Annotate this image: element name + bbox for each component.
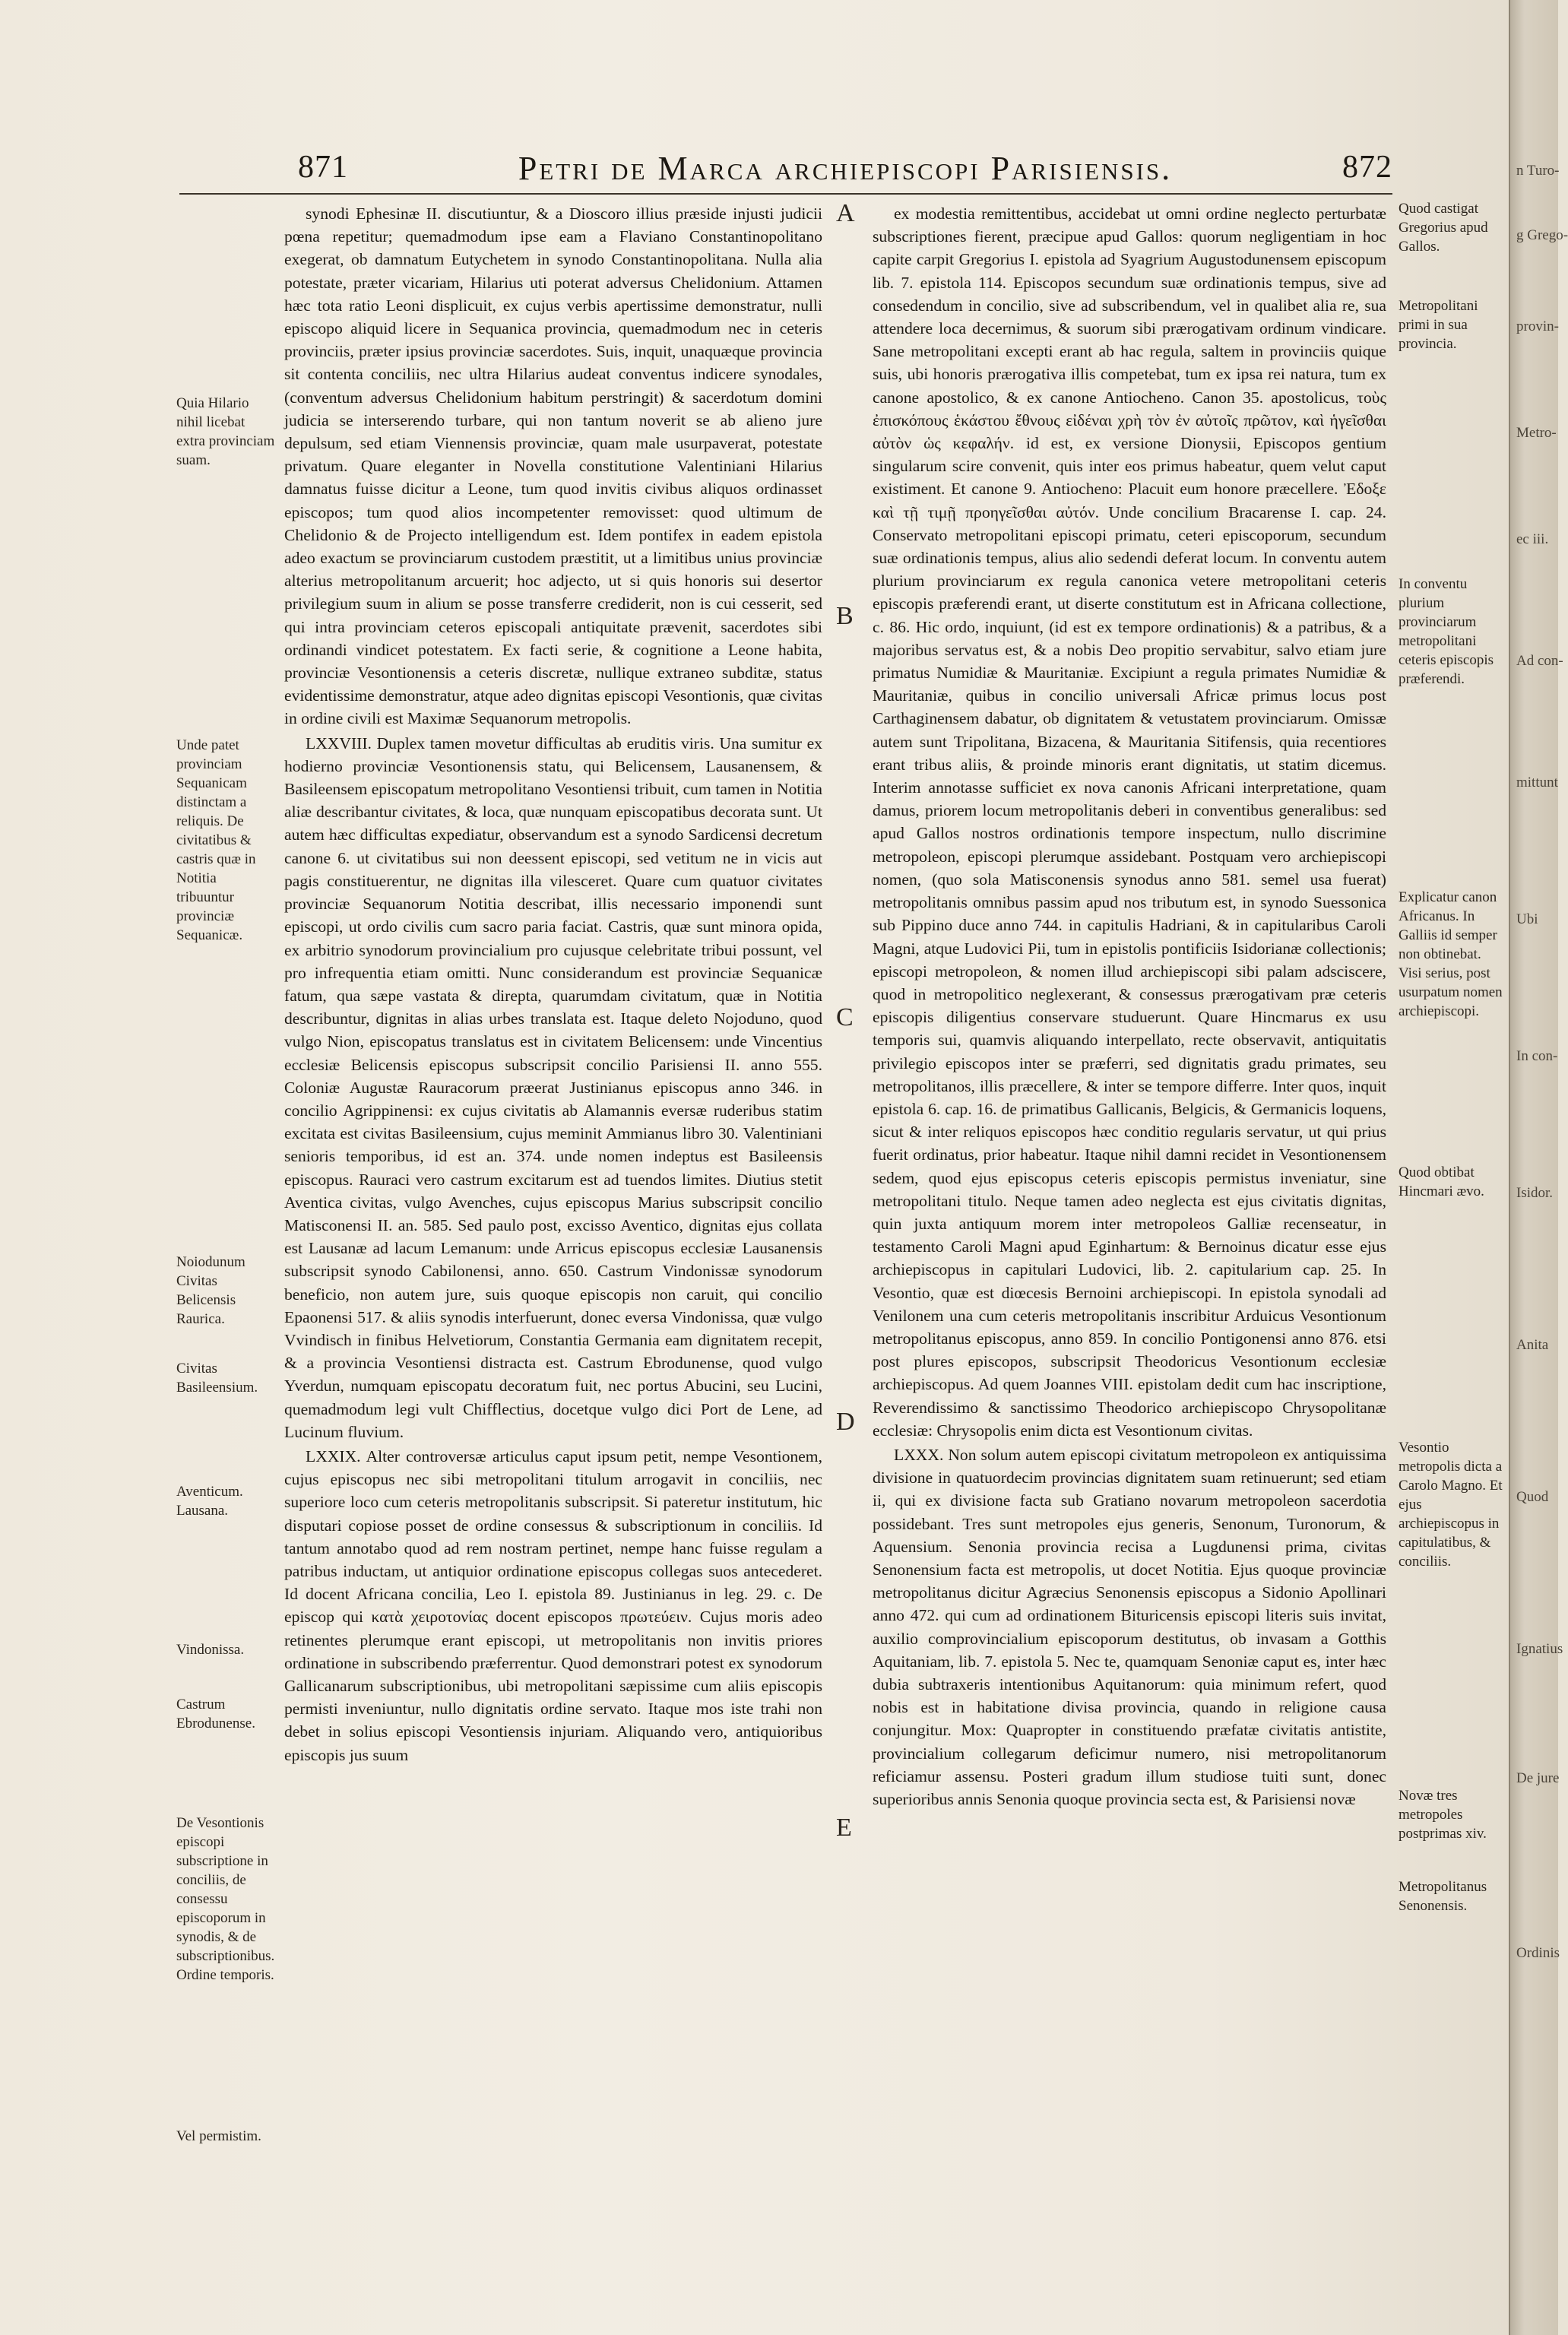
margin-note: Metropolitanus Senonensis. [1399,1879,1487,1914]
running-title: Petri de Marca archiepiscopi Parisiensis. [518,150,1173,187]
margin-note: Vindonissa. [176,1642,245,1658]
margin-note: Quia Hilario nihil licebat extra provinciam suam. [176,395,275,468]
paragraph: LXXIX. Alter controversæ articulus caput ipsum petit, nempe Vesontionem, cujus episcopus nec sibi metropolitani titulum arrogavit in conciliis, nec superiore loco cum ceteris metropolitanis subscripsit. Si pateretur institutum, hic disputari copiose posset de ordine consessus & subscriptionum in conciliis. Id tantum annotabo quod ad rem nostram pertinet, nempe hanc fuisse regulam a patribus inductam, ut antiquior ordinatione episcopus collegas suos antecederet. Id docent Africana concilia, Leo I. epistola 89. Justinianus in leg. 29. c. De episcop qui κατὰ χειροτονίας docent episcopos πρωτεύειν. Cujus moris adeo retinentes plerumque erant episcopi, ut metropolitanis non invitis priores ordinatione in subscribendo præferrentur. Quod demonstrari potest ex synodorum Gallicanarum subscriptionibus, ubi metropolitani sæpissime cum aliis episcopis permisti inveniuntur, nullo dignitatis ordine servato. Itaque mos iste trahi non debet in solius episcopi Vesontiensis injuriam. Aliquando vero, antiquioribus episcopis jus suum [284,1446,822,1764]
paragraph: LXXVIII. Duplex tamen movetur difficultas ab eruditis viris. Una sumitur ex hodierno provinciæ Vesontionensis statu, qui Belicensem, Lausanensem, & Basileensem episcopatum metropolitano Vesontiensi tribuit, cum tamen in Notitia aliæ describantur civitates, & loca, quæ nunquam episcopatibus decorata sunt. Ut autem hæc difficultas expediatur, observandum est a synodo Sardicensi decretum canone 6. ut civitatibus sui non deessent episcopi, sed vetitum ne in vicis aut pagis constituerentur, ne dignitas illa vilesceret. Quare cum quatuor civitates provinciæ Sequanorum Notitia describat, illis necessario imponendi sunt episcopi, ut ordo civilis cum sacro paria faciat. Castris, quæ sunt minora opida, ex arbitrio synodorum provincialium pro cujusque celebritate tribui possunt, vel pro infrequentia etiam omitti. Nunc considerandum est provinciæ Sequanicæ fatum, qua sæpe vastata & direpta, quarumdam civitatum, quæ in Notitia describuntur, dignitas in alias urbes translata est. Itaque deleto Nojoduno, quod vulgo Nion, episcopatus translatus est in civitatem Belicensem: unde Vincentius ecclesiæ Belicensis episcopus subscripsit concilio Parisiensi II. anno 555. Coloniæ Augustæ Rauracorum præerat Justinianus episcopus anno 346. in concilio Agrippinensi: ex cujus civitatis ab Alamannis eversæ ruderibus statim excitata est civitas Basileensium, cujus meminit Ammianus libro 30. Valentiniani senioris temporibus, id est an. 374. unde nomen indeptus est Basileensis episcopus. Rauraci vero castrum excitarum est ad tuendos limites. Diutius stetit Aventica civitas, vulgo Avenches, cujus episcopus Marius subscripsit concilio Matisconensi II. an. 585. Sed paulo post, excisso Aventico, dignitas ejus collata est Lausanæ ad lacum Lemanum: unde Arricus episcopus ecclesiæ Lausanensis subscripsit synodo Cabilonensi, anno. 650. Castrum Vindonissæ synodorum beneficio, non autem jure, suis quoque episcopis non caruit, qui concilio Epaonensi 517. & aliis synodis interfuerunt, donec eversa Vindonissa, quæ vulgo Vvindisch in finibus Helvetiorum, Constantia Germania eam dignitatem recepit, & a provincia Vesontiensi distracta est. Castrum Ebrodunense, quod vulgo Yverdun, numquam episcopatu decoratum fuit, nec portus Abucini, seu Lucini, quemadmodum legi vult Chifflectius, docetque vulgo dici Port de Lene, ad Lucinum fluvium. [284,733,822,1441]
next-page-fragment: Ad con- [1516,653,1563,669]
margin-note: Quod castigat Gregorius apud Gallos. [1399,201,1488,255]
next-page-fragment: Isidor. [1516,1185,1554,1201]
section-letter: B [836,602,854,630]
margin-note: Noiodunum Civitas Belicensis Raurica. [176,1254,245,1327]
running-header [298,149,1392,192]
margin-note: Explicatur canon Africanus. In Galliis id semper non obtinebat. Visi serius, post usurpatum nomen archiepiscopi. [1399,889,1503,1019]
right-page-number: 872 [1342,150,1392,185]
left-text-column [284,202,822,2270]
section-letter: A [836,199,855,227]
margin-note: Vel permistim. [176,2128,261,2144]
left-page-number: 871 [298,150,348,185]
next-page-fragment: g Grego- [1516,227,1568,243]
next-page-fragment: n Turo- [1516,163,1560,179]
margin-note: De Vesontionis episcopi subscriptione in conciliis, de consessu episcoporum in synodis, & de subscriptionibus. Ordine temporis. [176,1815,275,1983]
margin-note: Civitas Basileensium. [176,1361,258,1396]
next-page-fragment: De jure [1516,1770,1560,1786]
margin-note: In conventu plurium provinciarum metropolitani ceteris episcopis præferendi. [1399,576,1494,687]
section-letter: C [836,1003,854,1031]
next-page-fragment: mittunt [1516,775,1558,790]
next-page-fragment: Quod [1516,1489,1549,1505]
margin-note: Metropolitani primi in sua provincia. [1399,298,1478,352]
margin-note: Castrum Ebrodunense. [176,1697,255,1731]
header-rule [179,193,1392,195]
next-page-fragment: ec iii. [1516,531,1549,547]
right-text-column [873,202,1386,2270]
next-page-edge [1509,0,1568,2335]
next-page-fragment: Ignatius [1516,1641,1563,1657]
paragraph: LXXX. Non solum autem episcopi civitatum metropoleon ex antiquissima divisione in quatuordecim provincias dignitatem suam retinuerunt; sed etiam ii, qui ex divisione facta sub Gratiano novarum metropoleon sacerdotia possidebant. Tres sunt metropoles ejus generis, Senonum, Turonorum, & Aquensium. Senonia provincia recisa a Lugdunensi prima, civitas Senonensium facta est metropolis, ut docet Notitia. Ejus quoque provinciæ metropolitanus dicitur Agræcius Senonensis episcopus a Sidonio Apollinari anno 472. qui cum ad ordinationem Bituricensis episcopi literis suis invitat, auxilio comprovincialium episcoporum destitutus, ob invasam a Gotthis Aquitaniam, lib. 7. epistola 5. Nec te, quamquam Senoniæ caput es, inter hæc dubia subtraxeris intentionibus Aquitanorum: quia minimum refert, quod nobis est in habitatione divisa provincia, quando in religione causa conjungitur. Mox: Quapropter in constituendo præfatæ civitatis antistite, provincialium collegarum deficimur numero, nisi metropolitanorum reficiamur assensu. Posteri gradum illum studiose tuiti sunt, donec superioribus annis Senonia quoque provincia secta est, & Parisiensi novæ [873,1445,1386,1809]
margin-note: Unde patet provinciam Sequanicam distinctam a reliquis. De civitatibus & castris quæ in Notitia tribuuntur provinciæ Sequanicæ. [176,737,256,943]
margin-note: Novæ tres metropoles postprimas xiv. [1399,1788,1487,1842]
next-page-fragment: Metro- [1516,425,1557,441]
section-letter: E [836,1814,852,1842]
next-page-fragment: In con- [1516,1048,1558,1064]
next-page-fragment: Ubi [1516,911,1538,927]
margin-note: Quod obtibat Hincmari ævo. [1399,1164,1484,1199]
next-page-fragment: provin- [1516,318,1559,334]
margin-note: Vesontio metropolis dicta a Carolo Magno. Et ejus archiepiscopus in capitulatibus, & conciliis. [1399,1440,1503,1570]
margin-note: Aventicum. Lausana. [176,1484,243,1519]
paragraph: synodi Ephesinæ II. discutiuntur, & a Dioscoro illius præside injusti judicii pœna repetitur; quemadmodum ipse eam a Flaviano Constantinopolitano exegerat, ob damnatum Eutychetem in synodo Constantinopolitana. Nulla alia potestate, præter vicariam, Hilarius uti poterat adversus Chelidonium. Attamen hæc tota ratio Leoni displicuit, ex cujus verbis apertissime demonstratur, nulli episcopo aliquid licere in Sequanica provincia, quemadmodum nec in ceteris provinciis, præter ipsius provinciæ sacerdotes. Suis, inquit, unaquæque provincia sit contenta conciliis, nec ultra Hilarius audeat conventus indicere synodales, (conventum adversus Chelidonium habitum perstringit) & sacerdotum domini judicia se interserendo turbare, qui non tantum noverit se ab alieno jure depulsum, sed etiam Viennensis provinciæ, quam male usurpaverat, potestate privatum. Quare eleganter in Novella constitutione Valentiniani Hilarius damnatus fuisse dicitur a Leone, tum quod invitis civibus aliquos ordinasset episcopos; tum quod alios incompetenter removisset: quod ultimum de Chelidonio & de Projecto intelligendum est. Idem pontifex in eadem epistola adeo exactum se provinciarum custodem præstitit, ut a limitibus unius provinciæ alterius metropolitanum arcuerit; hoc adjecto, ut si quis honoris sui desertor privilegium suum in alium se posse transferre crediderit, non is cui cesserit, sed qui intra provinciam ceteros episcopali antiquitate prævenit, sacerdotes sibi ordinandi vindicet potestatem. Ex facti serie, & cognitione a Leone habita, provinciæ Vesontionensis a ceteris discretæ, nullique extraneo subditæ, status evidentissime demonstratur, atque adeo dignitas episcopi Vesontionis, quæ civitas in ordine civili est Maximæ Sequanorum metropolis. [284,204,822,728]
next-page-fragment: Ordinis [1516,1945,1560,1961]
next-page-fragment: Anita [1516,1337,1549,1353]
paragraph: ex modestia remittentibus, accidebat ut omni ordine neglecto perturbatæ subscriptiones fierent, præcipue apud Gallos: quorum negligentiam in hoc capite carpit Gregorius I. epistola ad Syagrium Augustodunensem episcopum lib. 7. epistola 114. Episcopos secundum suæ ordinationis tempus, sive ad consedendum in concilio, sive ad subscribendum, vel in qualibet alia re, sua attendere loca decernimus, & suorum sibi prærogativam ordinum vindicare. Sane metropolitani excepti erant ab hac regula, saltem in provinciis quique suis, ubi honoris prærogativa illis competebat, tum ex ipsa rei natura, tum ex canone apostolico, & ex canone Antiocheno. Canon 35. apostolicus, τοὺς ἐπισκόπους ἑκάστου ἔθνους εἰδέναι χρὴ τὸν ἐν αὐτοῖς πρῶτον, καὶ ἡγεῖσθαι αὐτὸν ὡς κεφαλήν. id est, ex versione Dionysii, Episcopos gentium singularum scire convenit, quis inter eos primus habeatur, quem velut caput existiment. Et canone 9. Antiocheno: Placuit eum honore præcellere. Ἐδοξε καὶ τῇ τιμῇ προηγεῖσθαι αὐτόν. Unde concilium Bracarense I. cap. 24. Conservato metropolitani episcopi primatu, ceteri episcoporum, secundum suæ ordinationis tempus, alius alio sedendi deferat locum. In conventu autem plurium provinciarum ex regula canonica vetere metropolitani ceteris episcopis præferendi erant, ut diserte constitutum est in Africana collectione, c. 86. Hic ordo, inquiunt, (id est ex tempore ordinationis) & a patribus, & a majoribus servatus est, & a nobis Deo propitio servabitur, salvo etiam jure primatus Numidiæ & Mauritaniæ. Excipiunt a regula primates Numidiæ & Mauritaniæ, quibus in concilio universali Africæ primus locus post Carthaginensem dabatur, ob dignitatem & vetustatem provinciarum. Omissæ autem sunt Tripolitana, Bizacena, & Mauritania Sitifensis, quia recentiores erant tribus aliis, & proinde minoris erant dignitatis, ut statim dicemus. Interim annotasse sufficiet ex nova canonis Africani interpretatione, quam damus, priorem locum metropolitanis deberi in conventibus generalibus: sed apud Gallos nostros ordinationis tempore inspectum, nullo discrimine metropoleon, episcopi plerumque assidebant. Postquam vero archiepiscopi nomen, (quo sola Matisconensis synodus anno 581. semel usa fuerat) metropolitanis omnibus passim apud nos tributum est, in synodo Suessonica sub Pippino duce anno 744. in capitulis Hadriani, & in capitularibus Caroli Magni, atque Ludovici Pii, tum in epistolis pontificiis Isidorianæ collectionis; episcopi metropoleon, & nomen illud archiepiscopi sibi palam adsciscere, quod in metropolitico neglexerant, & consessus prærogativam præ ceteris episcopis diligentius conservare studuerunt. Quare Hincmarus ex usu temporis sui, quamvis aliquando interpellato, recte observavit, antiquitatis privilegio episcopos inter se præferri, sed dignitatis gradu primates, seu metropolitanos, illis præcellere, & inter se tempore differre. Inter quos, inquit epistola 6. cap. 16. de primatibus Gallicanis, Belgicis, & Germanicis loquens, sicut & inter reliquos episcopos hæc conditio regularis servatur, ut qui prius fuerit ordinatus, prior habeatur. Itaque nihil damni recidet in Vesontionensem sedem, quod ejus episcopus ceteris episcopis permistus inveniatur, sine metropolitani titulo. Neque tamen adeo neglecta est ejus civitatis dignitas, quin juxta antiquum morem inter metropoleos Galliæ recenseatur, in testamento Caroli Magni apud Eginhartum: & Bernoinus dicatur esse ejus archiepiscopus in capitulari Ludovici, lib. 2. capitularium cap. 25. In Vesontio, quæ est diœcesis Bernoini archiepiscopi. In epistola synodali ad Venilonem una cum ceteris metropolitanis inscribitur Arduicus Vesontionum metropolitanus episcopus, anno 859. In concilio Pontigonensi anno 876. etsi post plures episcopos, subscripsit Theodoricus Vesontionum ecclesiæ archiepiscopus. Ad quem Joannes VIII. epistolam dedit cum hac inscriptione, Reverendissimo & sanctissimo Theodorico archiepiscopo Chrysopolitanæ ecclesiæ: Chrysopolis enim dicta est Vesontionum civitas. [873,204,1386,1440]
section-letter: D [836,1408,855,1436]
